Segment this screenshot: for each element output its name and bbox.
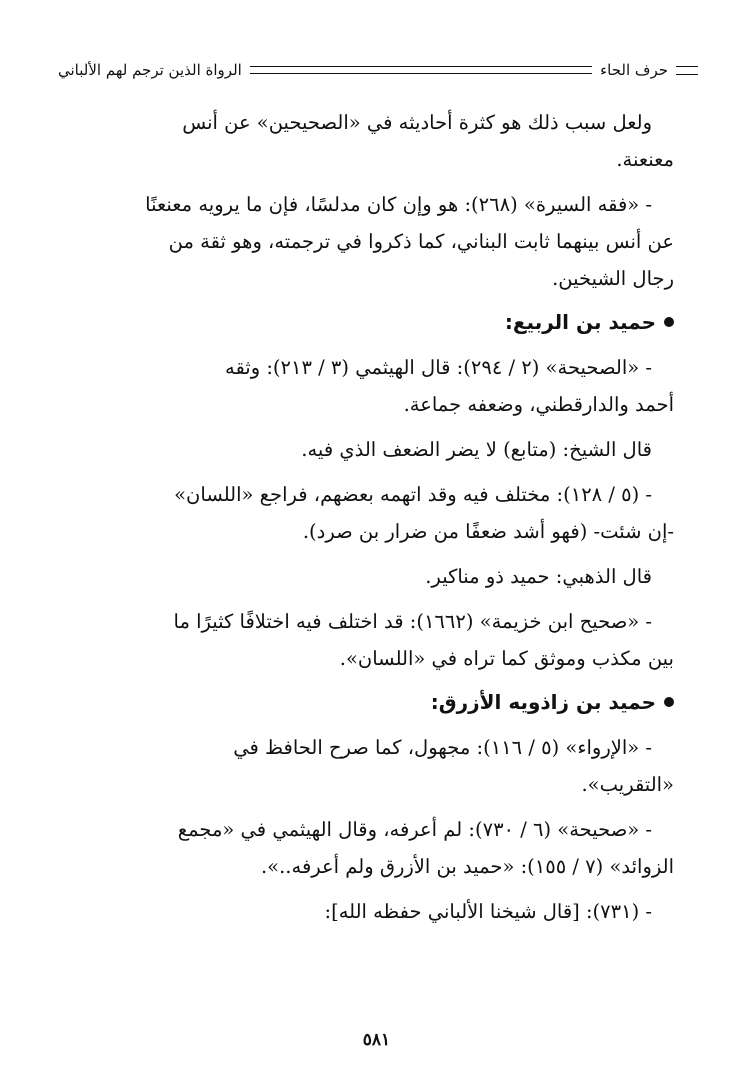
text-line: ولعل سبب ذلك هو كثرة أحاديثه في «الصحيحين» عن أنس [182,111,652,134]
text-line: معنعنة. [616,148,674,171]
text-line: - «الإرواء» (٥ / ١١٦): مجهول، كما صرح الحافظ في [233,736,652,759]
text-line: - «الصحيحة» (٢ / ٢٩٤): قال الهيثمي (٣ / ٢١٣): وثقه [224,356,652,379]
text-line: رجال الشيخين. [552,267,674,290]
page-number: ٥٨١ [362,1030,391,1050]
entry-heading-humaid-ibn-zadhawayh [80,685,674,719]
paragraph-6 [80,558,674,595]
text-line: «التقريب». [581,773,674,796]
header-book-title: الرواة الذين ترجم لهم الألباني [58,61,242,79]
text-line: - «فقه السيرة» (٢٦٨): هو وإن كان مدلسًا، فإن ما يرويه معنعنًا [145,193,652,216]
text-line: عن أنس بينهما ثابت البناني، كما ذكروا في ترجمته، وهو ثقة من [168,230,674,253]
text-line: قال الذهبي: حميد ذو مناكير. [425,565,652,588]
text-line: - (٧٣١): [قال شيخنا الألباني حفظه الله]: [324,900,652,923]
paragraph-3 [80,349,674,423]
header-ornament [676,66,698,75]
entry-heading-text: حميد بن زاذويه الأزرق: [430,690,656,714]
text-line: - (٥ / ١٢٨): مختلف فيه وقد اتهمه بعضهم، فراجع «اللسان» [174,483,652,506]
paragraph-1 [80,104,674,178]
paragraph-4 [80,431,674,468]
text-line: قال الشيخ: (متابع) لا يضر الضعف الذي فيه. [301,438,652,461]
running-header [58,56,698,84]
page-body [80,104,674,938]
text-line: بين مكذب وموثق كما تراه في «اللسان». [339,647,674,670]
entry-heading-text: حميد بن الربيع: [504,310,656,334]
header-rule [250,66,592,74]
paragraph-10 [80,893,674,930]
text-line: الزوائد» (٧ / ١٥٥): «حميد بن الأزرق ولم أعرفه..». [260,855,674,878]
text-line: أحمد والدارقطني، وضعفه جماعة. [403,393,674,416]
paragraph-9 [80,811,674,885]
bullet-icon [664,317,674,327]
paragraph-8 [80,729,674,803]
text-line: - «صحيح ابن خزيمة» (١٦٦٢): قد اختلف فيه اختلافًا كثيرًا ما [173,610,652,633]
paragraph-5 [80,476,674,550]
paragraph-2 [80,186,674,297]
paragraph-7 [80,603,674,677]
text-line: -إن شئت- (فهو أشد ضعفًا من ضرار بن صرد). [302,520,674,543]
text-line: - «صحيحة» (٦ / ٧٣٠): لم أعرفه، وقال الهيثمي في «مجمع [177,818,652,841]
entry-heading-humaid-ibn-al-rabi [80,305,674,339]
header-section: حرف الحاء [600,61,668,79]
bullet-icon [664,697,674,707]
